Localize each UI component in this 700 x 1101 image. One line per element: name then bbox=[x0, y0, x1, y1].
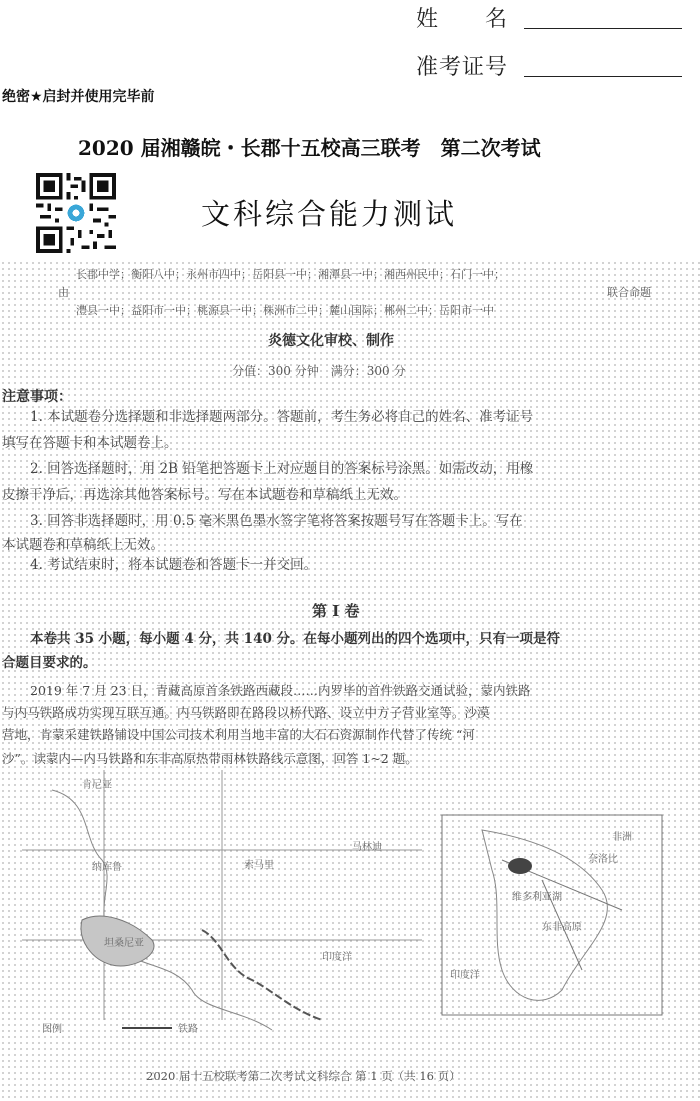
map-legend-title: 图例 bbox=[42, 1024, 62, 1035]
notes-title: 注意事项： bbox=[2, 389, 72, 405]
map-label: 非洲 bbox=[612, 832, 632, 843]
section-instruction: 本卷共 35 小题，每小题 4 分，共 140 分。在每小题列出的四个选项中，只有一项是符 bbox=[30, 631, 561, 647]
passage-line: 沙”。读蒙内—内马铁路和东非高原热带雨林铁路线示意图，回答 1~2 题。 bbox=[2, 751, 418, 766]
school-list-line-1: 长郡中学；衡阳八中；永州市四中；岳阳县一中；湘潭县一中；湘西州民中；石门一中； bbox=[76, 268, 505, 281]
qr-code-icon bbox=[36, 173, 116, 253]
notes-item: 本试题卷和草稿纸上无效。 bbox=[2, 537, 164, 553]
railway-map-figure bbox=[22, 770, 672, 1040]
map-label: 维多利亚湖 bbox=[512, 892, 562, 903]
map-label: 印度洋 bbox=[322, 952, 352, 963]
exam-number-label: 准考证号 bbox=[416, 55, 509, 80]
map-label: 纳库鲁 bbox=[92, 862, 122, 873]
notes-item: 皮擦干净后，再选涂其他答案标号。写在本试题卷和草稿纸上无效。 bbox=[2, 487, 407, 503]
name-field[interactable] bbox=[524, 2, 682, 29]
map-label: 肯尼亚 bbox=[82, 780, 112, 791]
notes-item: 1. 本试题卷分选择题和非选择题两部分。答题前，考生务必将自己的姓名、准考证号 bbox=[30, 409, 534, 425]
map-label: 奈洛比 bbox=[588, 854, 618, 865]
passage-line: 营地，肯蒙采建铁路铺设中国公司技术利用当地丰富的大石石资源制作代替了传统 “河 bbox=[2, 727, 475, 742]
map-label: 马林迪 bbox=[352, 842, 382, 853]
map-label: 坦桑尼亚 bbox=[104, 938, 144, 949]
passage-line: 与内马铁路成功实现互联互通。内马铁路即在路段以桥代路、设立中方子营业室等。沙漠 bbox=[2, 705, 490, 720]
page-footer: 2020 届十五校联考第二次考试文科综合 第 1 页（共 16 页） bbox=[146, 1069, 461, 1083]
passage-line: 2019 年 7 月 23 日，青藏高原首条铁路西藏段……内罗毕的首件铁路交通试验，蒙内铁路 bbox=[30, 683, 531, 698]
section-instruction: 合题目要求的。 bbox=[2, 655, 97, 671]
subject-title: 文科综合能力测试 bbox=[201, 197, 458, 231]
map-label: 索马里 bbox=[244, 860, 274, 871]
producer-credit: 炎德文化审校、制作 bbox=[268, 333, 394, 349]
school-list-line-2: 澧县一中；益阳市一中；桃源县一中；株洲市二中；麓山国际；郴州二中；岳阳市一中 bbox=[76, 304, 494, 317]
school-list-prefix: 由 bbox=[58, 286, 69, 299]
notes-item: 2. 回答选择题时，用 2B 铅笔把答题卡上对应题目的答案标号涂黑。如需改动，用橡 bbox=[30, 461, 534, 477]
section-title: 第 I 卷 bbox=[312, 602, 360, 620]
notes-item: 4. 考试结束时，将本试题卷和答题卡一并交回。 bbox=[30, 557, 318, 573]
notes-item: 填写在答题卡和本试题卷上。 bbox=[2, 435, 178, 451]
railway-map bbox=[22, 770, 672, 1040]
exam-title: 2020 届湘赣皖・长郡十五校高三联考 第二次考试 bbox=[78, 136, 541, 160]
map-label: 东非高原 bbox=[542, 922, 582, 933]
map-legend-railway: 铁路 bbox=[178, 1024, 198, 1035]
notes-item: 3. 回答非选择题时，用 0.5 毫米黑色墨水签字笔将答案按题号写在答题卡上。写在 bbox=[30, 513, 523, 529]
score-time-info: 分值：300 分钟 满分：300 分 bbox=[232, 364, 406, 378]
school-list-suffix: 联合命题 bbox=[607, 286, 651, 299]
map-label: 印度洋 bbox=[450, 970, 480, 981]
exam-number-field[interactable] bbox=[524, 50, 682, 77]
name-label: 姓 名 bbox=[416, 7, 509, 32]
secret-notice: 绝密★启封并使用完毕前 bbox=[2, 89, 155, 105]
